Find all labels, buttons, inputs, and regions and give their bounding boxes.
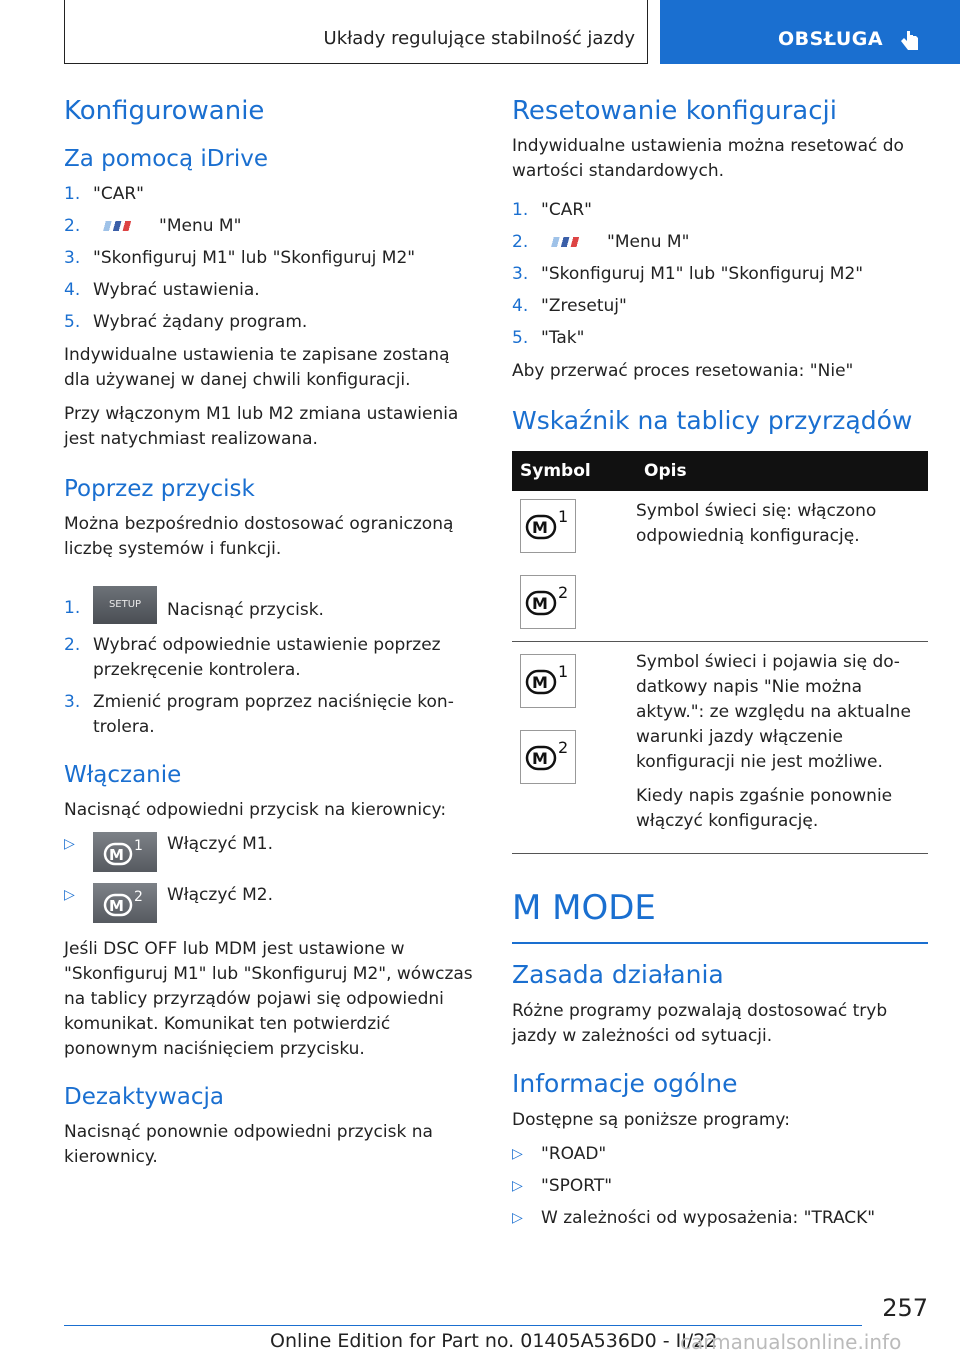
svg-text:2: 2 [558,738,569,757]
svg-text:M: M [532,749,548,768]
button-steps [64,586,478,740]
hand-pointer-icon [898,26,922,54]
svg-text:2: 2 [558,583,569,602]
list-item: 3. "Skonfiguruj M1" lub "Skonfiguruj M2" [64,248,416,268]
list-item: 2. Wybrać odpowiednie ustawienie poprzez przekręcenie kontrolera. [64,635,441,680]
paragraph-dsc: Jeśli DSC OFF lub MDM jest ustawione w "Skonfiguruj M1" lub "Skonfiguruj M2", wówczas na tablicy przyrządów pojawi się odpowiedni komunikat. Komunikat ten potwierdzić ponownym naciśnięciem przycisku. [64,939,473,1059]
edition-note: Online Edition for Part no. 01405A536D0 - II/22 [270,1330,718,1352]
list-item: 1. "CAR" [512,200,592,220]
section-tab [660,0,960,64]
list-item: ▷ W zależności od wyposażenia: "TRACK" [512,1207,876,1228]
footer-divider [64,1325,862,1326]
table-row [512,642,928,854]
m2-button-icon [93,883,157,923]
list-item: ▷ "SPORT" [512,1175,613,1196]
paragraph-reset: Indywidualne ustawienia można resetować do wartości standardowych. [512,136,904,181]
svg-text:M: M [532,594,548,613]
heading-principle: Zasada działania [512,959,724,989]
heading-on: Włączanie [64,762,182,788]
list-item: 3. Zmienić program poprzez naciśnięcie kontrolera. [64,692,454,737]
heading-mmode: M MODE [512,888,656,928]
svg-text:1: 1 [134,838,143,854]
table-row [512,491,928,642]
m-stripes-icon [547,237,593,247]
svg-text:M: M [109,897,124,915]
svg-text:M: M [109,846,124,864]
list-item: 4. Wybrać ustawienia. [64,280,260,300]
list-item: ▷ M 2 Włączyć M2. [64,883,478,927]
m1-symbol-icon [520,654,576,708]
left-column [64,96,478,1179]
list-item: 2. "Menu M" [512,232,690,252]
svg-text:2: 2 [134,889,143,905]
paragraph-button: Można bezpośrednio dostosować ograniczoną liczbę systemów i funkcji. [64,514,454,559]
indicator-table [512,451,928,854]
row2-description-note: Kiedy napis zgaśnie ponownie włączyć konfigurację. [636,786,893,831]
svg-text:1: 1 [558,507,569,526]
paragraph-saved: Indywidualne ustawienia te zapisane zostaną dla używanej w danej chwili konfiguracji. [64,345,450,390]
svg-text:1: 1 [558,662,569,681]
watermark: carmanualsonline.info [680,1330,902,1354]
paragraph-principle: Różne programy pozwalają dostosować tryb jazdy w zależności od sytuacji. [512,1000,888,1046]
m-stripes-icon [99,221,145,231]
heading-indicator: Wskaźnik na tablicy przyrządów [512,406,913,435]
list-item: ▷ M 1 Włączyć M1. [64,832,478,876]
setup-button-icon: SETUP [93,586,157,624]
header-frame [64,0,648,64]
programs-list [512,1142,928,1231]
svg-text:M: M [532,673,548,692]
m2-symbol-icon [520,730,576,784]
heading-config: Konfigurowanie [64,96,265,126]
paragraph-off: Nacisnąć ponownie odpowiedni przycisk na kierownicy. [64,1122,433,1167]
m1-symbol-icon [520,499,576,553]
list-item: 1. "CAR" [64,184,144,204]
list-item: 4. "Zresetuj" [512,296,627,316]
svg-text:M: M [532,518,548,537]
reset-steps [512,198,928,351]
list-item: 5. Wybrać żądany program. [64,312,308,332]
list-item: 3. "Skonfiguruj M1" lub "Skonfiguruj M2" [512,264,864,284]
heading-button: Poprzez przycisk [64,476,255,502]
list-item: 1. SETUP Nacisnąć przycisk. [64,586,478,626]
idrive-steps [64,182,478,335]
heading-reset: Resetowanie konfiguracji [512,96,837,126]
section-label: OBSŁUGA [778,28,884,50]
heading-off: Dezaktywacja [64,1084,225,1110]
m2-symbol-icon [520,575,576,629]
page-number: 257 [882,1294,928,1322]
paragraph-general: Dostępne są poniższe programy: [512,1109,790,1130]
paragraph-on: Nacisnąć odpowiedni przycisk na kierownicy: [64,800,447,820]
right-column [512,96,928,1239]
paragraph-abort: Aby przerwać proces resetowania: "Nie" [512,361,854,381]
list-item: 5. "Tak" [512,328,585,348]
table-header: Symbol [512,451,636,491]
list-item: 2. "Menu M" [64,216,242,236]
heading-general: Informacje ogólne [512,1068,738,1098]
on-items [64,832,478,927]
m1-button-icon [93,832,157,872]
section-divider [512,942,928,944]
header-title: Układy regulujące stabilność jazdy [323,28,635,49]
list-item: ▷ "ROAD" [512,1143,607,1164]
row1-description: Symbol świeci się: włączono odpowiednią konfigurację. [636,501,877,546]
heading-idrive: Za pomocą iDrive [64,146,269,172]
paragraph-active: Przy włączonym M1 lub M2 zmiana ustawienia jest natychmiast realizowana. [64,404,459,449]
table-header: Opis [636,451,928,491]
row2-description: Symbol świeci i pojawia się dodatkowy napis "Nie można aktyw.": ze względu na aktualne warunki jazdy włączenie konfiguracji nie jest możliwe. [636,652,911,772]
